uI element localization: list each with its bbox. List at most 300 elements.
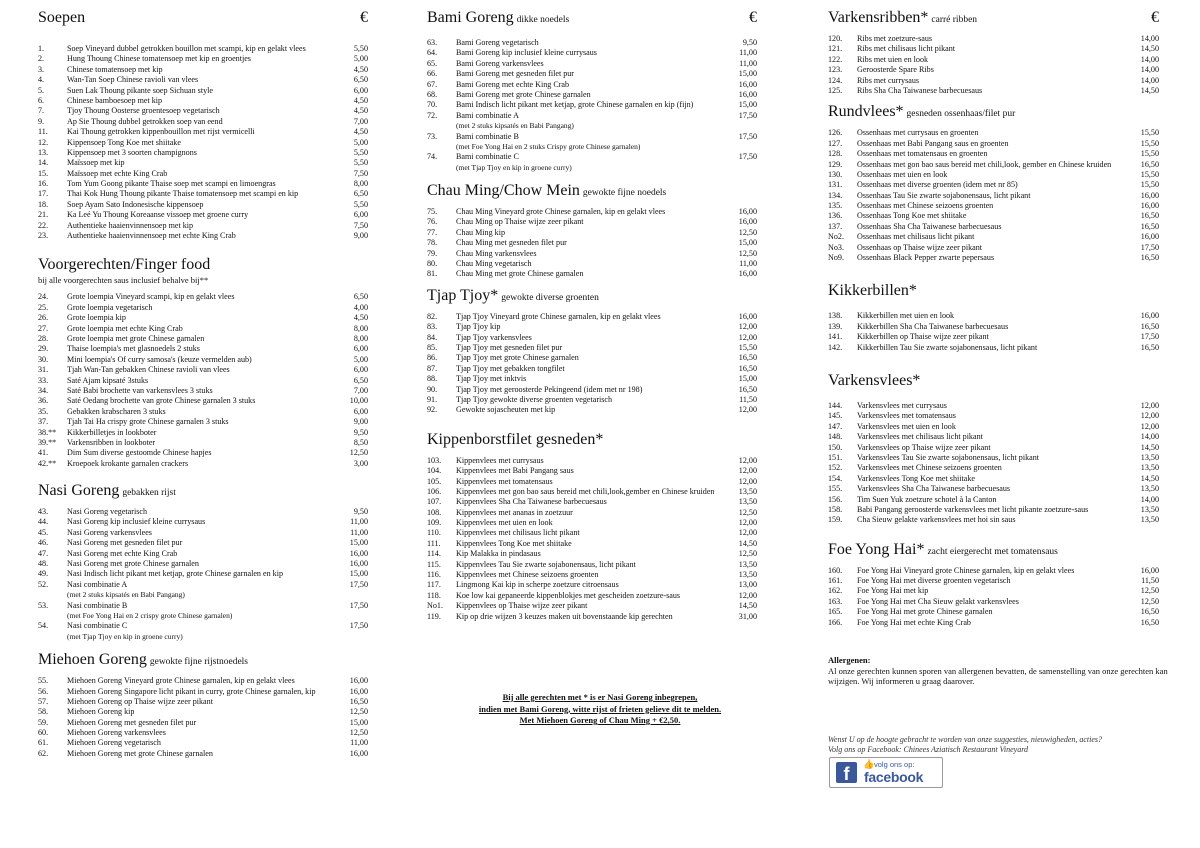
section-heading [38,8,368,28]
menu-item [427,570,757,580]
item-number: 13. [38,147,49,157]
menu-item [427,249,757,259]
menu-item [427,612,757,622]
item-name: Nasi Goreng kip inclusief kleine currysaus [67,517,206,527]
item-price: 7,00 [353,385,368,395]
menu-list [828,34,1159,96]
item-number: 52. [38,579,49,589]
item-number: 46. [38,538,49,548]
menu-item [427,601,757,611]
menu-item [828,65,1159,75]
item-number: 81. [427,269,438,279]
item-name: Tjah Tai Ha crispy grote Chinese garnalen 3 stuks [67,417,229,427]
item-number: 5. [38,85,45,95]
section-heading [828,281,1159,301]
item-number: 144. [828,400,843,410]
item-number: 138. [828,311,843,321]
item-name: Bami Goreng kip inclusief kleine currysaus [456,48,597,58]
menu-item [427,59,757,69]
item-price: 13,50 [1140,463,1159,473]
item-name: Foe Yong Hai met grote Chinese garnalen [857,607,993,617]
item-name: Tim Suen Yuk zoetzure schotel à la Canton [857,494,997,504]
item-number: 66. [427,69,438,79]
menu-item [38,303,368,313]
item-name: Foe Yong Hai met kip [857,586,929,596]
item-price: 6,50 [353,375,368,385]
menu-item [427,477,757,487]
menu-list [828,401,1159,526]
item-price: 16,00 [738,311,757,321]
item-price: 16,50 [1140,321,1159,331]
item-number: 1. [38,44,45,53]
menu-item [828,322,1159,332]
menu-item [38,438,368,448]
item-number: 63. [427,38,438,47]
item-price: 17,50 [1140,332,1159,342]
menu-item [427,80,757,90]
item-price: 15,00 [738,100,757,110]
item-price: 16,00 [738,79,757,89]
menu-item [828,453,1159,463]
item-name: Varkensvlees op Thaise wijze zeer pikant [857,442,991,452]
item-number: 109. [427,518,442,528]
item-number: 92. [427,405,438,415]
menu-item [427,48,757,58]
item-price: 4,00 [353,302,368,312]
menu-item [828,55,1159,65]
item-number: 45. [38,527,49,537]
item-name: Ribs met uien en look [857,54,929,64]
item-name: Varkensvlees Tong Koe met shiitake [857,473,975,483]
notice-line-1: Bij alle gerechten met * is er Nasi Goreng inbegrepen, [502,692,698,702]
item-name: Hung Thoung Chinese tomatensoep met kip en groentjes [67,54,251,64]
menu-item [828,463,1159,473]
item-price: 6,50 [353,75,368,85]
item-name: Foe Yong Hai met Cha Sieuw gelakt varkensvlees [857,596,1019,606]
item-number: 75. [427,207,438,217]
menu-item [828,332,1159,342]
item-number: 6. [38,95,45,105]
item-price: 12,00 [1140,421,1159,431]
menu-item [828,443,1159,453]
section-note: bij alle voorgerechten saus inclusief behalve bij** [38,275,209,286]
menu-item [38,428,368,438]
item-name: Tjap Tjoy Vineyard grote Chinese garnalen, kip en gelakt vlees [456,311,661,321]
item-name: Kippenvlees met currysaus [456,455,544,465]
menu-item [38,127,368,137]
item-name: Nasi Goreng met gesneden filet pur [67,538,183,548]
item-price: 15,00 [738,238,757,248]
section-subtitle: dikke noedels [516,15,570,25]
item-price: 14,50 [738,538,757,548]
currency-symbol: € [1151,9,1159,26]
item-name: Tom Yum Goong pikante Thaise soep met scampi en limoengras [67,179,276,189]
section-subtitle: carré ribben [931,15,978,25]
item-name: Chau Ming vegetarisch [456,259,532,269]
item-price: 16,50 [1140,617,1159,627]
currency-symbol: € [360,9,368,26]
item-name: Bami Goreng met echte King Crab [456,79,570,89]
item-name: Babi Pangang geroosterde varkensvlees met licht pikante zoetzure-saus [857,504,1089,514]
item-number: 161. [828,576,843,586]
item-number: 54. [38,621,49,631]
item-price: 7,50 [353,168,368,178]
item-name: Kippenvlees Sha Cha Taiwanese barbecuesaus [456,497,607,507]
menu-item [828,160,1159,170]
item-price: 14,00 [1140,75,1159,85]
item-name: Chau Ming met gesneden filet pur [456,238,567,248]
item-price: 16,50 [738,384,757,394]
item-number: No3. [828,242,844,252]
item-number: 137. [828,221,843,231]
item-name: Grote loempia met echte King Crab [67,323,183,333]
item-name: Ap Sie Thoung dubbel getrokken soep van eend [67,116,223,126]
item-name: Koe low kai gepaneerde kippenblokjes met gescheiden zoetzure-saus [456,590,681,600]
menu-item [427,364,757,374]
menu-item [38,407,368,417]
menu-item [427,518,757,528]
item-number: 142. [828,342,843,352]
item-price: 13,50 [738,486,757,496]
item-price: 7,00 [353,116,368,126]
menu-item [427,322,757,332]
item-price: 17,50 [738,131,757,141]
item-number: 124. [828,75,843,85]
item-price: 6,00 [353,344,368,354]
menu-item [38,169,368,179]
item-name: Ribs met zoetzure-saus [857,34,933,43]
item-price: 5,50 [353,44,368,53]
item-price: 5,00 [353,54,368,64]
item-price: 16,50 [738,363,757,373]
item-price: 6,00 [353,365,368,375]
menu-item [427,132,757,142]
item-number: 74. [427,152,438,162]
item-name: Kippenvlees met Chinese seizoens groenten [456,570,599,580]
menu-item [38,580,368,590]
item-name: Miehoen Goreng met grote Chinese garnalen [67,748,213,758]
item-price: 12,00 [738,528,757,538]
item-name: Authentieke haaienvinnensoep met echte King Crab [67,231,236,241]
item-name: Varkensvlees Tau Sie zwarte sojabonensaus, licht pikant [857,452,1040,462]
menu-item [427,228,757,238]
item-price: 13,00 [738,580,757,590]
menu-item [38,507,368,517]
item-name: Nasi combinatie C [67,621,128,631]
section-heading [427,181,757,201]
section-title: Chau Ming/Chow Mein [427,182,580,200]
section-heading [38,650,368,670]
item-number: 9. [38,116,45,126]
item-name: Miehoen Goreng vegetarisch [67,738,161,748]
menu-item [38,355,368,365]
menu-item [828,191,1159,201]
menu-item [828,597,1159,607]
item-number: 86. [427,353,438,363]
menu-item [427,238,757,248]
item-number: 88. [427,374,438,384]
menu-item [38,676,368,686]
item-detail: (met 2 stuks kipsatés en Babi Pangang) [67,590,185,600]
item-number: 82. [427,311,438,321]
menu-item [38,559,368,569]
menu-item [828,411,1159,421]
item-name: Chau Ming Vineyard grote Chinese garnalen, kip en gelakt vlees [456,207,666,217]
item-name: Dim Sum diverse gestoomde Chinese hapjes [67,448,212,458]
menu-item [427,353,757,363]
item-name: Lingmong Kai kip in scherpe zoetzure citroensaus [456,580,619,590]
item-number: 118. [427,590,441,600]
section-title: Tjap Tjoy* [427,286,499,304]
item-price: 15,00 [738,374,757,384]
section-title: Kikkerbillen* [828,282,917,300]
item-number: 53. [38,600,49,610]
item-number: 130. [828,169,843,179]
item-name: Nasi Goreng vegetarisch [67,507,148,517]
item-name: Varkensvlees met uien en look [857,421,956,431]
item-number: 49. [38,569,49,579]
item-number: 131. [828,180,843,190]
item-number: 78. [427,238,438,248]
item-name: Grote loempia vegetarisch [67,302,153,312]
item-number: 60. [38,728,49,738]
item-price: 16,50 [1140,211,1159,221]
item-price: 6,00 [353,85,368,95]
menu-item [38,365,368,375]
item-name: Kippenvlees op Thaise wijze zeer pikant [456,601,588,611]
item-name: Kippenvlees met ananas in zoetzuur [456,507,573,517]
item-number: 64. [427,48,438,58]
item-price: 16,00 [738,217,757,227]
item-number: 147. [828,421,843,431]
menu-item [828,311,1159,321]
menu-item [427,312,757,322]
item-number: No1. [427,601,443,611]
item-number: 57. [38,696,49,706]
menu-list [427,207,757,280]
item-price: 6,00 [353,406,368,416]
item-number: 67. [427,79,438,89]
item-name: Ribs Sha Cha Taiwanese barbecuesaus [857,85,983,95]
item-name: Miehoen Goreng varkensvlees [67,728,166,738]
section-subtitle: gewokte fijne rijstnoedels [149,657,248,668]
item-number: 31. [38,365,49,375]
item-number: 119. [427,611,441,621]
item-price: 6,50 [353,292,368,302]
item-number: 110. [427,528,441,538]
item-number: 121. [828,44,843,54]
item-price: 14,00 [1140,34,1159,43]
menu-list [828,566,1159,628]
item-number: 43. [38,507,49,517]
rice-notice [440,692,760,727]
item-number: 91. [427,394,438,404]
item-name: Foe Yong Hai Vineyard grote Chinese garnalen, kip en gelakt vlees [857,565,1075,575]
item-price: 7,50 [353,220,368,230]
menu-item [427,385,757,395]
menu-item [38,324,368,334]
item-number: 4. [38,75,45,85]
item-name: Kikkerbilletjes in lookboter [67,427,157,437]
section-heading [427,8,757,28]
item-name: Saté Oedang brochette van grote Chinese garnalen 3 stuks [67,396,256,406]
menu-item [427,333,757,343]
section-title: Voorgerechten/Finger food [38,256,211,274]
item-price: 16,00 [349,748,368,758]
notice-line-2: indien met Bami Goreng, witte rijst of frieten gelieve dit te melden. [478,703,722,714]
item-name: Tjap Tjoy met grote Chinese garnalen [456,353,579,363]
item-number: 117. [427,580,441,590]
item-name: Nasi Goreng met grote Chinese garnalen [67,559,199,569]
item-name: Foe Yong Hai met diverse groenten vegetarisch [857,576,1011,586]
menu-item [38,106,368,116]
item-number: 27. [38,323,49,333]
item-name: Grote loempia Vineyard scampi, kip en gelakt vlees [67,292,235,302]
facebook-promo-line-1: Wenst U op de hoogte gebracht te worden van onze suggesties, nieuwigheden, acties? [828,735,1103,744]
menu-item [828,222,1159,232]
menu-item [828,495,1159,505]
facebook-promo-line-2: Volg ons op Facebook: Chinees Aziatisch Restaurant Vineyard [828,745,1029,754]
menu-item [38,96,368,106]
item-number: 76. [427,217,438,227]
item-name: Kikkerbillen Tau Sie zwarte sojabonensaus, licht pikant [857,342,1038,352]
item-number: 141. [828,332,843,342]
item-number: No2. [828,232,844,242]
menu-item [828,253,1159,263]
menu-item [828,86,1159,96]
menu-item [38,221,368,231]
item-number: 77. [427,227,438,237]
item-number: 44. [38,517,49,527]
item-name: Ossenhaas met currysaus en groenten [857,128,979,138]
item-name: Saté Ajam kipsaté 3stuks [67,375,149,385]
item-number: 158. [828,504,843,514]
menu-item [828,474,1159,484]
item-price: 16,00 [1140,190,1159,200]
item-price: 12,00 [738,466,757,476]
item-price: 8,00 [353,333,368,343]
item-number: 125. [828,85,843,95]
item-number: 72. [427,110,438,120]
item-price: 5,50 [353,199,368,209]
item-number: 83. [427,322,438,332]
item-name: Kippensoep met 3 soorten champignons [67,147,197,157]
menu-item [828,607,1159,617]
item-number: 11. [38,127,48,137]
item-number: 115. [427,559,441,569]
item-price: 16,00 [738,89,757,99]
facebook-promo [828,735,1173,755]
item-number: 29. [38,344,49,354]
menu-item [427,560,757,570]
item-price: 16,00 [738,269,757,279]
item-number: 80. [427,259,438,269]
item-name: Bami combinatie B [456,131,519,141]
item-price: 16,00 [1140,565,1159,575]
item-number: 105. [427,476,442,486]
item-name: Ossenhaas Black Pepper zwarte pepersaus [857,253,995,263]
item-name: Kippenvlees met Babi Pangang saus [456,466,574,476]
item-name: Bami combinatie C [456,152,519,162]
item-price: 11,00 [739,259,757,269]
item-price: 11,00 [350,527,368,537]
menu-item [427,38,757,48]
item-number: No9. [828,253,844,263]
allergen-info [828,655,1173,687]
menu-item [427,528,757,538]
item-number: 159. [828,515,843,525]
menu-item [38,75,368,85]
menu-list [828,311,1159,353]
section-title: Miehoen Goreng [38,651,147,669]
menu-item [38,738,368,748]
menu-item [427,343,757,353]
item-price: 14,50 [1140,473,1159,483]
item-price: 15,00 [349,538,368,548]
menu-item [828,515,1159,525]
item-detail: (met Tjap Tjoy en kip in groene curry) [456,162,572,172]
menu-item [38,417,368,427]
item-price: 15,00 [349,717,368,727]
item-price: 15,00 [349,569,368,579]
facebook-follow-label: volg ons op: [874,760,915,769]
menu-item [828,232,1159,242]
item-name: Bami Goreng met gesneden filet pur [456,69,574,79]
item-price: 12,50 [349,707,368,717]
item-price: 12,00 [1140,400,1159,410]
item-name: Kroepoek krokante garnalen crackers [67,458,189,468]
item-price: 31,00 [738,611,757,621]
menu-item [828,422,1159,432]
item-number: 38.** [38,427,57,437]
menu-list [38,292,368,469]
item-price: 5,00 [353,137,368,147]
item-number: 12. [38,137,49,147]
menu-list [427,312,757,416]
item-price: 16,50 [1140,607,1159,617]
menu-item [427,539,757,549]
item-price: 16,50 [1140,253,1159,263]
menu-item [427,152,757,162]
item-price: 16,50 [738,353,757,363]
item-number: 135. [828,201,843,211]
item-name: Maïssoep met echte King Crab [67,168,168,178]
menu-item [38,569,368,579]
menu-list [38,507,368,642]
item-price: 13,50 [1140,504,1159,514]
item-number: 136. [828,211,843,221]
item-name: Varkensribben in lookboter [67,437,156,447]
menu-item [38,44,368,54]
item-price: 10,00 [349,396,368,406]
item-number: 16. [38,179,49,189]
item-name: Chau Ming met grote Chinese garnalen [456,269,584,279]
item-price: 8,00 [353,323,368,333]
menu-item [828,180,1159,190]
item-detail: (met Foe Yong Hai en 2 stuks Crispy grote Chinese garnalen) [456,141,641,151]
item-price: 12,00 [1140,411,1159,421]
item-price: 12,50 [1140,586,1159,596]
item-price: 15,50 [738,342,757,352]
item-number: 22. [38,220,49,230]
item-number: 139. [828,321,843,331]
item-number: 15. [38,168,49,178]
item-number: 160. [828,565,843,575]
item-price: 13,50 [1140,452,1159,462]
item-price: 4,50 [353,106,368,116]
facebook-follow-button[interactable] [829,757,943,788]
item-name: Varkensvlees Sha Cha Taiwanese barbecuesaus [857,484,1011,494]
